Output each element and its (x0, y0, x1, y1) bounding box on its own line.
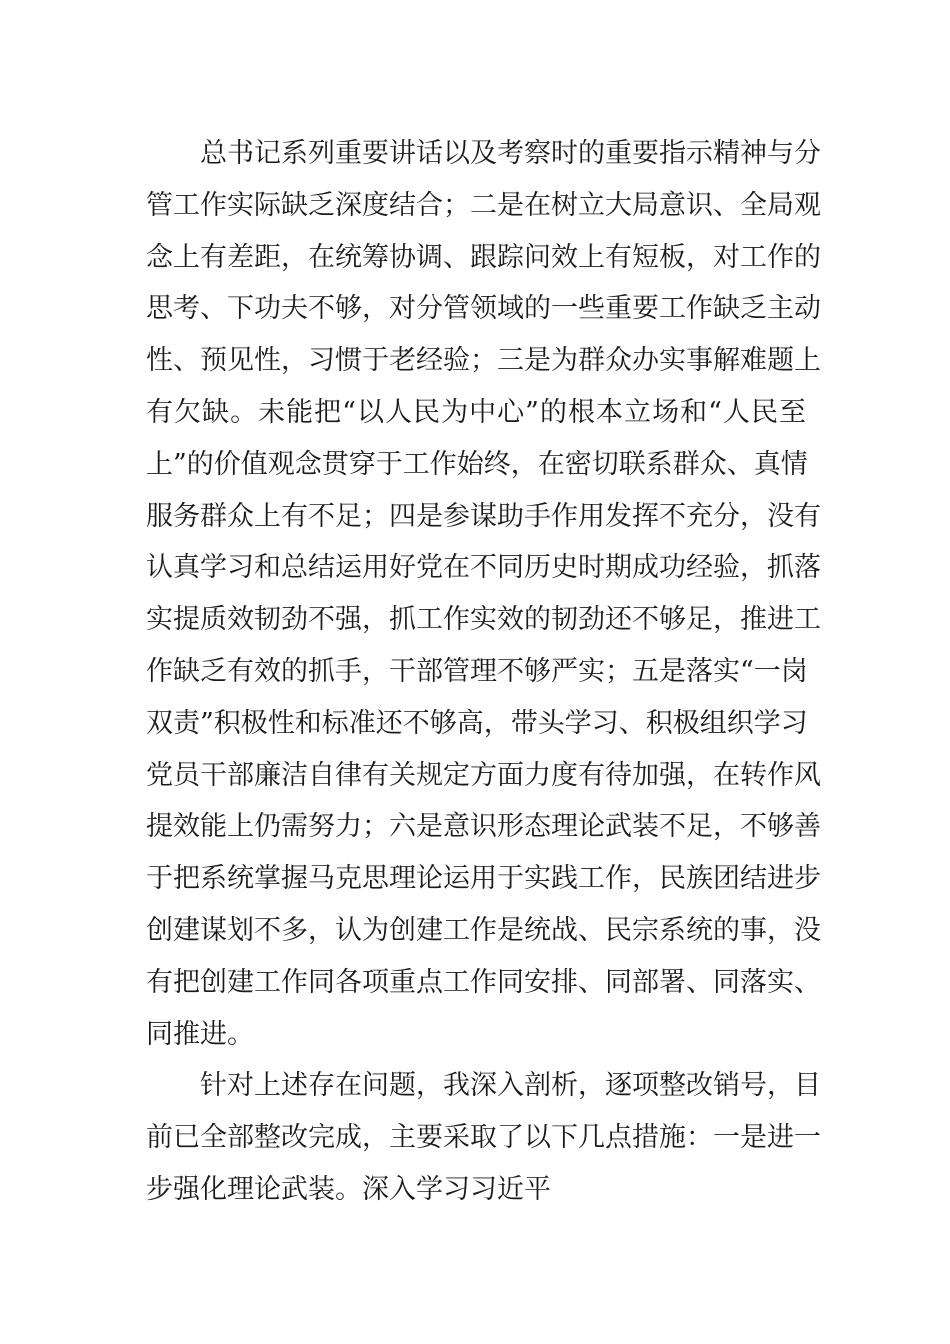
text-line: 服务群众上有不足；四是参谋助手作用发挥不充分，没有 (146, 500, 821, 532)
text-line: 步强化理论武装。深入学习习近平 (146, 1173, 551, 1205)
paragraph-2 (146, 1060, 821, 1215)
text-line: 有欠缺。未能把“以人民为中心”的根本立场和“人民至 (146, 396, 806, 428)
text-line: 作缺乏有效的抓手，干部管理不够严实；五是落实“一岗 (146, 655, 808, 687)
text-line: 实提质效韧劲不强，抓工作实效的韧劲还不够足，推进工 (146, 604, 821, 636)
text-line: 针对上述存在问题，我深入剖析，逐项整改销号，目 (200, 1070, 821, 1102)
text-line: 总书记系列重要讲话以及考察时的重要指示精神与分 (200, 138, 821, 169)
text-line: 性、预见性，习惯于老经验；三是为群众办实事解难题上 (146, 345, 821, 377)
text-line: 同推进。 (146, 1018, 254, 1050)
text-line: 思考、下功夫不够，对分管领域的一些重要工作缺乏主动 (146, 293, 821, 325)
document-body (146, 128, 821, 1216)
text-line: 认真学习和总结运用好党在不同历史时期成功经验，抓落 (146, 552, 821, 584)
text-line: 创建谋划不多，认为创建工作是统战、民宗系统的事，没 (146, 914, 821, 946)
text-line: 双责”积极性和标准还不够高，带头学习、积极组织学习 (146, 707, 808, 739)
paragraph-1 (146, 128, 821, 1060)
text-line: 提效能上仍需努力；六是意识形态理论武装不足，不够善 (146, 811, 821, 843)
text-line: 念上有差距，在统筹协调、跟踪问效上有短板，对工作的 (146, 241, 821, 273)
text-line: 党员干部廉洁自律有关规定方面力度有待加强，在转作风 (146, 759, 821, 791)
text-line: 管工作实际缺乏深度结合；二是在树立大局意识、全局观 (146, 189, 821, 221)
text-line: 前已全部整改完成，主要采取了以下几点措施：一是进一 (146, 1122, 821, 1154)
text-line: 于把系统掌握马克思理论运用于实践工作，民族团结进步 (146, 863, 821, 895)
text-line: 上”的价值观念贯穿于工作始终，在密切联系群众、真情 (146, 448, 808, 480)
text-line: 有把创建工作同各项重点工作同安排、同部署、同落实、 (146, 966, 821, 998)
